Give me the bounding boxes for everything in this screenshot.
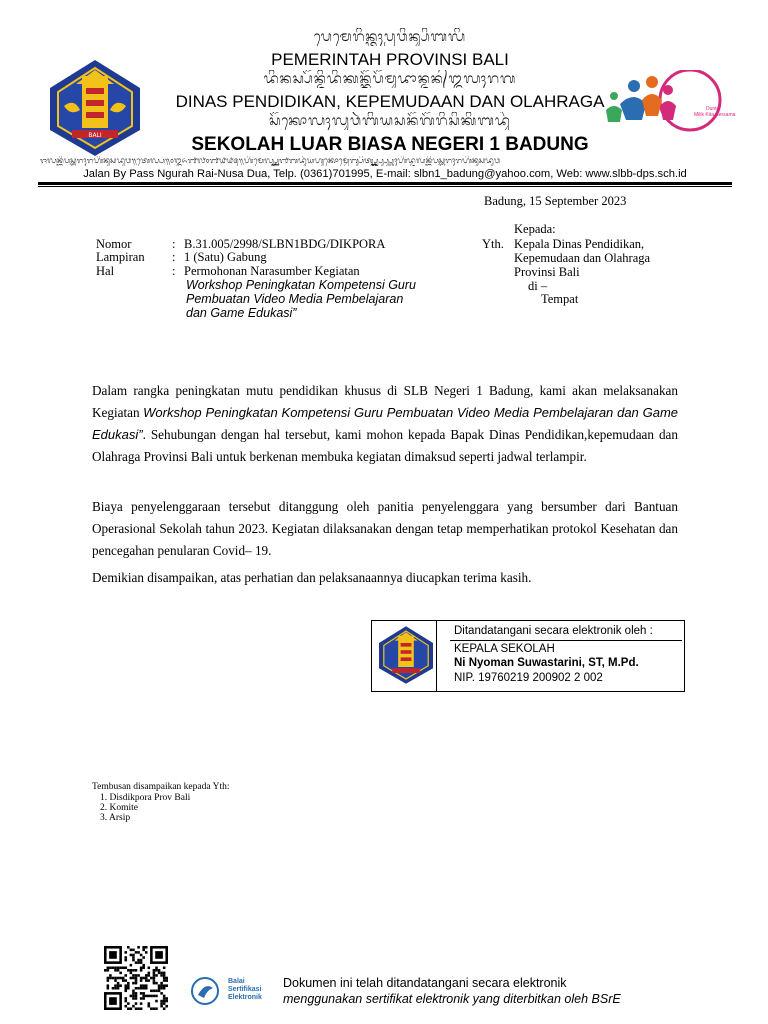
place-date: Badung, 15 September 2023 [484,194,627,208]
svg-text:BALI: BALI [88,132,102,139]
bsre-logo-line-3: Elektronik [228,994,262,1001]
meta-label: Nomor [96,237,132,251]
family-figures-icon [598,70,728,136]
body-p1-italic: Workshop Peningkatan Kompetensi Guru Pembuatan Video Media Pembelajaran dan Game Edukasi” [92,405,678,442]
signature-name: Ni Nyoman Suwastarini, ST, M.Pd. [454,657,639,669]
meta-label: Hal [96,264,115,278]
recipient-line-1: Kepala Dinas Pendidikan, [514,237,645,251]
meta-label: Lampiran [96,250,145,264]
header-rule-thin [38,186,732,187]
meta-row-lampiran [96,251,267,264]
signature-divider-horizontal [450,640,682,641]
cc-title: Tembusan disampaikan kepada Yth: [92,782,230,792]
campaign-logo [598,70,736,136]
header-rule-thick [38,182,732,185]
recipient-yth: Yth. [482,237,504,251]
bsre-logo [190,976,280,1006]
meta-colon: : [172,237,176,251]
recipient-tempat: Tempat [541,292,579,306]
body-p1-part-a: Dalam rangka peningkatan mutu pendidikan khusus di SLB Negeri 1 Badung, kami akan melaksanakan Kegiatan [92,383,678,420]
meta-colon: : [172,264,176,278]
header-province-title: PEMERINTAH PROVINSI BALI [271,50,509,69]
bsre-logo-icon [190,976,220,1006]
signature-position: KEPALA SEKOLAH [454,643,555,655]
subject-italic-line-3: dan Game Edukasi” [186,306,297,320]
meta-value: Permohonan Narasumber Kegiatan [184,264,360,278]
footer-note-line-2: menggunakan sertifikat elektronik yang diterbitkan oleh BSrE [283,992,621,1006]
header-script-line-3: ᬲᭂᬓᭀᬮᬄᬮᬸᬯᬃᬩᬶᬬᬲᬦᭂᬕᭂᬭᬶᬲᬶᬓᬶᬩᬤᬸᬂ [269,113,511,129]
meta-value: 1 (Satu) Gabung [184,250,267,264]
footer-note-line-1: Dokumen ini telah ditandatangani secara elektronik [283,976,567,990]
subject-italic-line-2: Pembuatan Video Media Pembelajaran [186,292,404,306]
body-paragraph-3: Demikian disampaikan, atas perhatian dan pelaksanaannya diucapkan terima kasih. [92,570,532,585]
cc-item-3: 3. Arsip [100,813,131,823]
bsre-logo-line-1: Balai [228,978,245,985]
cc-item-1: 1. Disdikpora Prov Bali [100,793,191,803]
header-school-title: SEKOLAH LUAR BIASA NEGERI 1 BADUNG [191,134,589,155]
header-office-title: DINAS PENDIDIKAN, KEPEMUDAAN DAN OLAHRAGA [175,92,605,111]
signature-emblem [376,625,436,685]
header-script-line-2: ᬤᬶᬦᬲ᭄ᬧᭂᬦ᭄ᬤᬶᬤᬶᬓᬦ᭄ᬓᭂᬧᭂᬫᬸᬤᬵᬦ᭄ᬤᬦ᭄ᬑᬮᬄᬭᬕ [263,71,517,87]
electronic-signature-box [371,620,685,692]
body-p1-part-b: . Sehubungan dengan hal tersebut, kami mohon kepada Bapak Dinas Pendidikan,kepemudaan dan Olahraga Provinsi Bali untuk berkenan membuka kegiatan dimaksud seperti jadwal terlampir. [92,427,678,464]
cc-item-2: 2. Komite [100,803,138,813]
bali-province-emblem [46,58,144,158]
recipient-di: di – [528,279,548,293]
subject-italic-line-1: Workshop Peningkatan Kompetensi Guru [186,278,416,292]
meta-colon: : [172,250,176,264]
qr-code [104,946,168,1010]
bsre-logo-line-2: Sertifikasi [228,986,262,993]
header-script-line-4: ᬚᬮᬦ᭄ᬩᬶᬧᬲ᭄ᬗᬸᬭᬄᬭᬳᬶᬦᬸᬲᬤᬸᬯ᭟ᬢᬾᬮ᭄ᬧ᭟᭐᭓᭖᭑᭗᭐᭑᭙᭙᭕᭟ᬳᬶᬫᬾᬮ᭄ᬲ᭄ᬮ᭄ᬩ᭄ᬦ᭑ᬩᬤᬸᬂᬬᬳᬸᬓᭀᬫ᭄ᬯᬾᬩ᭄ᬲᬶᬢ᭄ᬲ᭄ᬮ᭄ᬩ᭄ᬩ᭄ᬤ᭄ᬧ᭄ᬲ᭄ᬲ᭄ᬘᬄᬳᬶᬤ᭄ᬚᬮᬦ᭄ᬩᬶᬧᬲ᭄ᬗᬸᬭᬄᬭᬳᬶᬦᬸᬲᬤᬸᬯ [40,156,501,165]
recipient-kepada: Kepada: [514,222,556,236]
header-script-line-1: ᬧᬾᬫᬾᬭᬶᬦ᭄ᬢᬄᬧ᭄ᬭᬯᬶᬦ᭄ᬲᬶᬩᬮᬶ [313,29,467,45]
signature-divider-vertical [436,621,437,691]
meta-row-hal [96,265,360,278]
body-paragraph-2: Biaya penyelenggaraan tersebut ditanggung oleh panitia penyelenggara yang bersumber dari Bantuan Operasional Sekolah tahun 2023. Kegiatan dilaksanakan dengan tetap memperhatikan protokol Kesehatan dan pencegahan penularan Covid– 19. [92,499,678,558]
campaign-logo-line-2: Milik Kita Bersama [694,112,736,118]
body-paragraph-1 [92,380,678,468]
meta-value: B.31.005/2998/SLBN1BDG/DIKPORA [184,237,386,251]
recipient-line-2: Kepemudaan dan Olahraga [514,251,651,265]
signature-nip: NIP. 19760219 200902 2 002 [454,672,603,684]
header-address: Jalan By Pass Ngurah Rai-Nusa Dua, Telp. (0361)701995, E-mail: slbn1_badung@yahoo.com, Web: www.slbb-dps.sch.id [83,168,687,180]
signature-signed-by: Ditandatangani secara elektronik oleh : [454,625,653,637]
campaign-logo-line-1: Dunia [706,106,720,112]
recipient-line-3: Provinsi Bali [514,265,580,279]
